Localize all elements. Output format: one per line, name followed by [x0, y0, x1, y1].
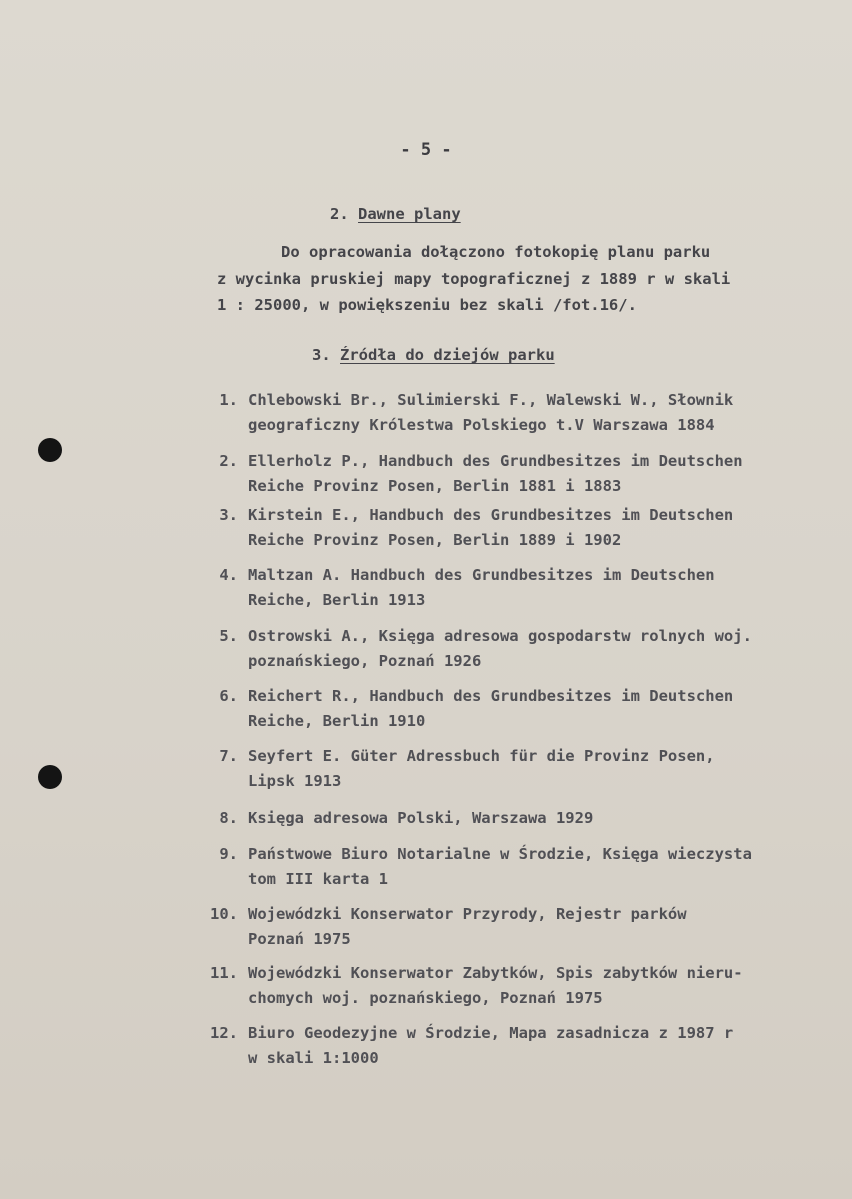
- source-line: Seyfert E. Güter Adressbuch für die Provinz Posen,: [248, 747, 715, 765]
- source-number: 3.: [219, 506, 238, 524]
- page-number: - 5 -: [400, 140, 452, 160]
- source-number: 2.: [219, 452, 238, 470]
- paragraph-line: 1 : 25000, w powiększeniu bez skali /fot.16/.: [217, 296, 637, 314]
- source-number: 1.: [219, 391, 238, 409]
- source-line: poznańskiego, Poznań 1926: [248, 651, 482, 670]
- source-line: Lipsk 1913: [248, 771, 342, 790]
- source-line: Reichert R., Handbuch des Grundbesitzes im Deutschen: [248, 687, 734, 705]
- punch-hole: [38, 765, 62, 789]
- source-line: Reiche Provinz Posen, Berlin 1881 i 1883: [248, 476, 622, 495]
- source-line: Księga adresowa Polski, Warszawa 1929: [248, 809, 594, 827]
- source-line: Kirstein E., Handbuch des Grundbesitzes im Deutschen: [248, 506, 734, 524]
- section-2-heading: [330, 205, 461, 223]
- source-line: tom III karta 1: [248, 869, 388, 888]
- paragraph-line: z wycinka pruskiej mapy topograficznej z 1889 r w skali: [217, 269, 731, 288]
- source-number: 11.: [210, 964, 238, 982]
- source-number: 4.: [219, 566, 238, 584]
- source-line: Wojewódzki Konserwator Zabytków, Spis zabytków nieru-: [248, 964, 743, 982]
- section-2-number: 2.: [330, 205, 349, 223]
- section-3-title: Źródła do dziejów parku: [340, 346, 555, 364]
- source-line: chomych woj. poznańskiego, Poznań 1975: [248, 988, 603, 1007]
- source-line: Poznań 1975: [248, 929, 351, 948]
- source-number: 10.: [210, 905, 238, 923]
- source-number: 8.: [219, 809, 238, 827]
- source-line: w skali 1:1000: [248, 1048, 379, 1067]
- source-text: [248, 624, 838, 673]
- source-number: 6.: [219, 687, 238, 705]
- source-line: Wojewódzki Konserwator Przyrody, Rejestr parków: [248, 905, 687, 923]
- source-text: [248, 806, 838, 831]
- source-line: Reiche Provinz Posen, Berlin 1889 i 1902: [248, 530, 622, 549]
- source-line: Maltzan A. Handbuch des Grundbesitzes im Deutschen: [248, 566, 715, 584]
- source-text: [248, 684, 838, 733]
- source-text: [248, 842, 838, 891]
- source-line: Reiche, Berlin 1910: [248, 711, 426, 730]
- source-text: [248, 902, 838, 951]
- source-line: Reiche, Berlin 1913: [248, 590, 426, 609]
- source-text: [248, 563, 838, 612]
- section-2-title: Dawne plany: [358, 205, 461, 223]
- source-text: [248, 388, 838, 437]
- source-text: [248, 449, 838, 498]
- paragraph-line: Do opracowania dołączono fotokopię planu parku: [281, 243, 711, 261]
- punch-hole: [38, 438, 62, 462]
- source-number: 12.: [210, 1024, 238, 1042]
- source-line: Państwowe Biuro Notarialne w Środzie, Księga wieczysta: [248, 845, 752, 863]
- source-line: geograficzny Królestwa Polskiego t.V Warszawa 1884: [248, 415, 715, 434]
- source-text: [248, 961, 838, 1010]
- source-line: Chlebowski Br., Sulimierski F., Walewski W., Słownik: [248, 391, 734, 409]
- section-2-paragraph: [217, 239, 730, 319]
- source-number: 9.: [219, 845, 238, 863]
- source-number: 7.: [219, 747, 238, 765]
- source-line: Biuro Geodezyjne w Środzie, Mapa zasadnicza z 1987 r: [248, 1024, 734, 1042]
- source-line: Ellerholz P., Handbuch des Grundbesitzes im Deutschen: [248, 452, 743, 470]
- source-text: [248, 1021, 838, 1070]
- source-text: [248, 503, 838, 552]
- source-number: 5.: [219, 627, 238, 645]
- source-line: Ostrowski A., Księga adresowa gospodarstw rolnych woj.: [248, 627, 752, 645]
- source-text: [248, 744, 838, 793]
- section-3-heading: [312, 346, 555, 364]
- section-3-number: 3.: [312, 346, 331, 364]
